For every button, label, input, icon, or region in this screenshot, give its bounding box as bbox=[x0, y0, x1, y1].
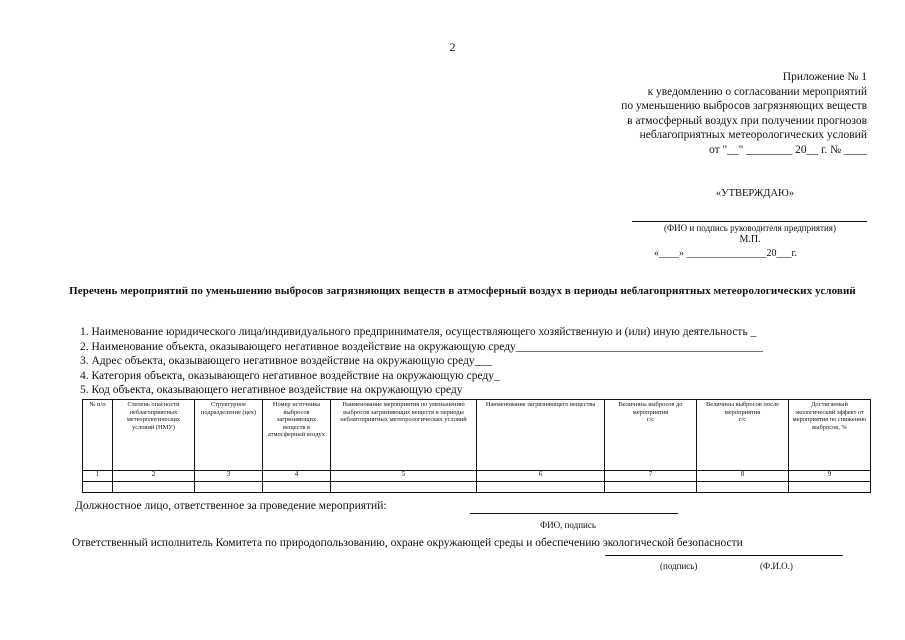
column-number: 6 bbox=[477, 471, 605, 482]
column-number: 3 bbox=[195, 471, 263, 482]
name-caption: (Ф.И.О.) bbox=[760, 561, 793, 571]
approval-heading: «УТВЕРЖДАЮ» bbox=[715, 188, 795, 199]
executor-signature-line bbox=[605, 555, 843, 556]
committee-executor-label: Ответственный исполнитель Комитета по природопользованию, охране окружающей среды и обеспечению экологической безопасности bbox=[72, 537, 743, 549]
official-signature-line bbox=[470, 513, 678, 514]
header-cell: Достигаемый экологический эффект от мероприятия по снижению выбросов, % bbox=[789, 400, 871, 471]
column-number: 7 bbox=[605, 471, 697, 482]
appendix-block bbox=[621, 70, 867, 157]
unit-label: г/с bbox=[738, 416, 747, 424]
stamp-place: М.П. bbox=[739, 234, 761, 245]
appendix-line-6: от "__" ________ 20__ г. № ____ bbox=[708, 143, 867, 156]
table-cell bbox=[263, 482, 331, 493]
appendix-line-2: к уведомлению о согласовании мероприятий bbox=[647, 85, 867, 98]
approval-date-line: «____» ________________20___г. bbox=[654, 248, 797, 259]
table-cell bbox=[83, 482, 113, 493]
header-cell: Структурное подразделение (цех) bbox=[195, 400, 263, 471]
header-cell: Наименование мероприятия по уменьшению выбросов загрязняющих веществ в периоды неблагоприятных метеорологических условий bbox=[331, 400, 477, 471]
director-signature-line bbox=[632, 221, 867, 222]
column-number: 2 bbox=[113, 471, 195, 482]
table-header-row bbox=[83, 400, 871, 471]
header-cell: Величины выбросов после мероприятия г/с bbox=[697, 400, 789, 471]
official-signature-caption: ФИО, подпись bbox=[540, 520, 596, 530]
column-number: 8 bbox=[697, 471, 789, 482]
unit-label: г/с bbox=[646, 416, 655, 424]
signature-caption: (подпись) bbox=[660, 561, 698, 571]
table-cell bbox=[789, 482, 871, 493]
list-item: 5. Код объекта, оказывающего негативное воздействие на окружающую среду bbox=[80, 384, 463, 396]
director-signature-caption: (ФИО и подпись руководителя предприятия) bbox=[664, 223, 836, 233]
document-title: Перечень мероприятий по уменьшению выбросов загрязняющих веществ в атмосферный воздух в периоды неблагоприятных метеорологических условий bbox=[69, 285, 856, 297]
column-number: 4 bbox=[263, 471, 331, 482]
appendix-line-1: Приложение № 1 bbox=[782, 71, 867, 83]
table-cell bbox=[113, 482, 195, 493]
header-cell: Величины выбросов до мероприятия г/с bbox=[605, 400, 697, 471]
appendix-line-5: неблагоприятных метеорологических условий bbox=[639, 129, 867, 141]
column-number: 9 bbox=[789, 471, 871, 482]
column-number-row bbox=[83, 471, 871, 482]
list-item: 1. Наименование юридического лица/индивидуального предпринимателя, осуществляющего хозяйственную и (или) иную деятельность _ bbox=[80, 326, 757, 338]
column-number: 5 bbox=[331, 471, 477, 482]
header-cell: Наименование загрязняющего вещества bbox=[477, 400, 605, 471]
table-cell bbox=[605, 482, 697, 493]
table-row bbox=[83, 482, 871, 493]
header-cell: Номер источника выбросов загрязняющих веществ в атмосферный воздух bbox=[263, 400, 331, 471]
header-cell: № п/п bbox=[83, 400, 113, 471]
list-item: 4. Категория объекта, оказывающего негативное воздействие на окружающую среду_ bbox=[80, 369, 500, 382]
info-list bbox=[80, 325, 763, 398]
column-number: 1 bbox=[83, 471, 113, 482]
table-cell bbox=[195, 482, 263, 493]
table-cell bbox=[331, 482, 477, 493]
header-cell: Степень опасности неблагоприятных метеорологических условий (НМУ) bbox=[113, 400, 195, 471]
table-cell bbox=[477, 482, 605, 493]
table-cell bbox=[697, 482, 789, 493]
list-item: 2. Наименование объекта, оказывающего негативное воздействие на окружающую среду___________________________________________ bbox=[80, 340, 764, 353]
list-item: 3. Адрес объекта, оказывающего негативное воздействие на окружающую среду___ bbox=[80, 355, 492, 367]
measures-table bbox=[82, 399, 871, 493]
appendix-line-3: по уменьшению выбросов загрязняющих веществ bbox=[621, 100, 867, 112]
responsible-official-label: Должностное лицо, ответственное за проведение мероприятий: bbox=[75, 500, 387, 512]
page-number: 2 bbox=[449, 40, 456, 54]
appendix-line-4: в атмосферный воздух при получении прогнозов bbox=[627, 114, 867, 127]
